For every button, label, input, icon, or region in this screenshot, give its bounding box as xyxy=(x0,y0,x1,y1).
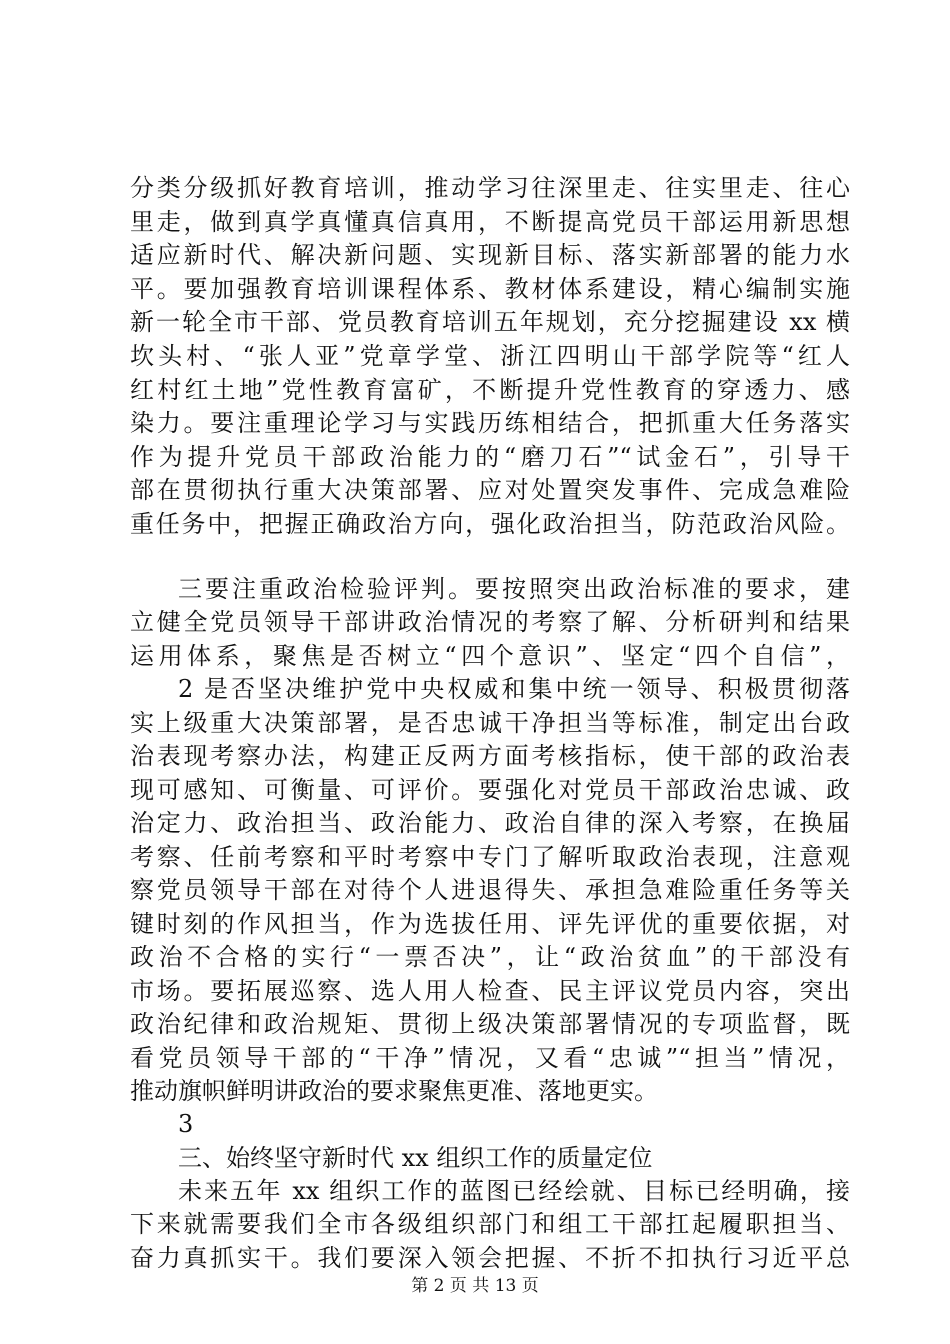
text-line: 政治纪律和政治规矩、贯彻上级决策部署情况的专项监督，既 xyxy=(130,1010,850,1038)
text-line: 重任务中，把握正确政治方向，强化政治担当，防范政治风险。 xyxy=(130,510,850,538)
page-number-marker: 3 xyxy=(178,1110,194,1138)
text-line: 坎头村、“张人亚”党章学堂、浙江四明山干部学院等“红人 xyxy=(130,342,850,370)
section-heading: 三、始终坚守新时代 xx 组织工作的质量定位 xyxy=(178,1144,653,1172)
text-line: 里走，做到真学真懂真信真用，不断提高党员干部运用新思想 xyxy=(130,208,850,236)
text-line: 察党员领导干部在对待个人进退得失、承担急难险重任务等关 xyxy=(130,876,850,904)
text-line: 部在贯彻执行重大决策部署、应对处置突发事件、完成急难险 xyxy=(130,476,850,504)
text-line: 看党员领导干部的“干净”情况，又看“忠诚”“担当”情况， xyxy=(130,1044,850,1072)
text-line: 考察、任前考察和平时考察中专门了解听取政治表现，注意观 xyxy=(130,843,850,871)
text-line: 分类分级抓好教育培训，推动学习往深里走、往实里走、往心 xyxy=(130,174,850,202)
text-line: 作为提升党员干部政治能力的“磨刀石”“试金石”，引导干 xyxy=(130,443,850,471)
text-line: 红村红土地”党性教育富矿，不断提升党性教育的穿透力、感 xyxy=(130,376,850,404)
text-line: 2 是否坚决维护党中央权威和集中统一领导、积极贯彻落 xyxy=(178,675,850,703)
text-line: 治定力、政治担当、政治能力、政治自律的深入考察，在换届 xyxy=(130,809,850,837)
text-line: 未来五年 xx 组织工作的蓝图已经绘就、目标已经明确，接 xyxy=(178,1177,850,1205)
text-line: 运用体系，聚焦是否树立“四个意识”、坚定“四个自信”， xyxy=(130,642,850,670)
text-line: 三要注重政治检验评判。要按照突出政治标准的要求，建 xyxy=(178,575,850,603)
text-line: 实上级重大决策部署，是否忠诚干净担当等标准，制定出台政 xyxy=(130,709,850,737)
text-line: 立健全党员领导干部讲政治情况的考察了解、分析研判和结果 xyxy=(130,608,850,636)
text-line: 推动旗帜鲜明讲政治的要求聚焦更准、落地更实。 xyxy=(130,1077,658,1105)
page-footer-label: 第 2 页 共 13 页 xyxy=(411,1276,539,1296)
text-line: 现可感知、可衡量、可评价。要强化对党员干部政治忠诚、政 xyxy=(130,776,850,804)
text-line: 新一轮全市干部、党员教育培训五年规划，充分挖掘建设 xx 横 xyxy=(130,308,850,336)
text-line: 治表现考察办法，构建正反两方面考核指标，使干部的政治表 xyxy=(130,742,850,770)
text-line: 平。要加强教育培训课程体系、教材体系建设，精心编制实施 xyxy=(130,275,850,303)
text-line: 下来就需要我们全市各级组织部门和组工干部扛起履职担当、 xyxy=(130,1210,850,1238)
text-line: 染力。要注重理论学习与实践历练相结合，把抓重大任务落实 xyxy=(130,409,850,437)
text-line: 市场。要拓展巡察、选人用人检查、民主评议党员内容，突出 xyxy=(130,977,850,1005)
text-line: 奋力真抓实干。我们要深入领会把握、不折不扣执行习近平总 xyxy=(130,1244,850,1272)
text-line: 键时刻的作风担当，作为选拔任用、评先评优的重要依据，对 xyxy=(130,910,850,938)
text-line: 政治不合格的实行“一票否决”，让“政治贫血”的干部没有 xyxy=(130,943,850,971)
text-line: 适应新时代、解决新问题、实现新目标、落实新部署的能力水 xyxy=(130,241,850,269)
